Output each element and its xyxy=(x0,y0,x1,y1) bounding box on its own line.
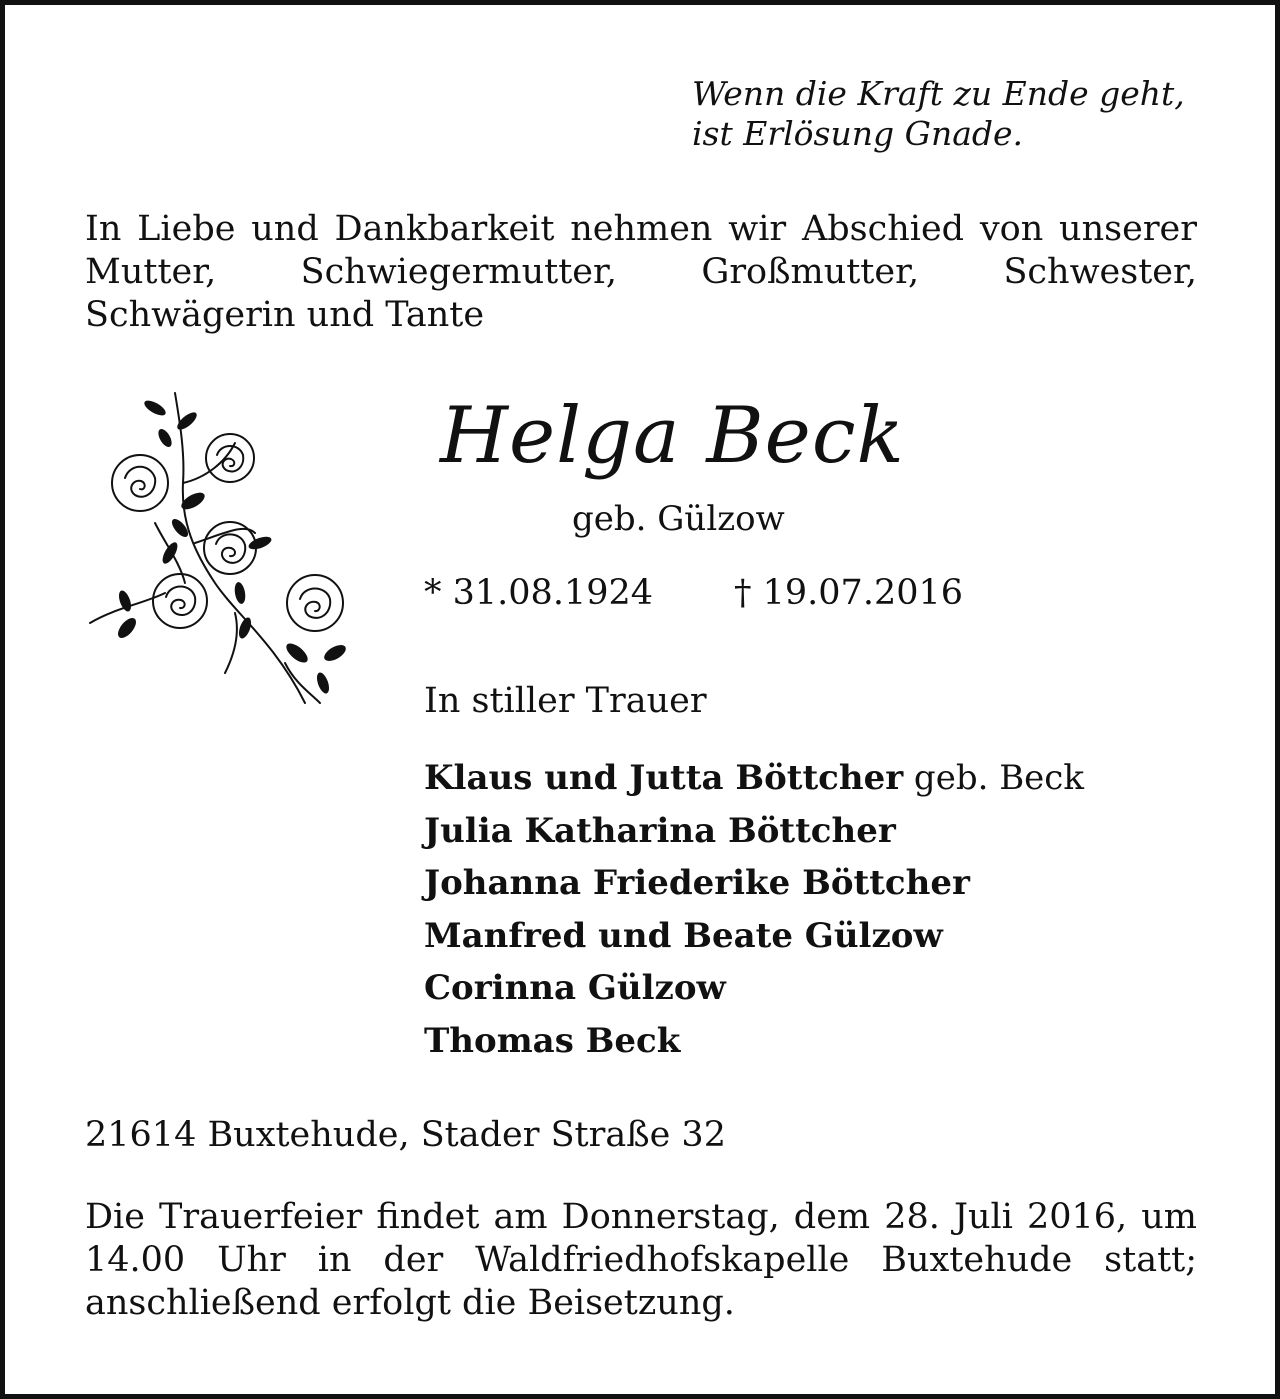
motto xyxy=(692,74,1232,154)
mourner-item xyxy=(424,962,1084,1015)
mourner-name: Manfred und Beate Gülzow xyxy=(424,915,943,956)
mourner-item xyxy=(424,910,1084,963)
intro-text: In Liebe und Dankbarkeit nehmen wir Abschied von unserer Mutter, Schwiegermutter, Großmutter, Schwester, Schwägerin und Tante xyxy=(85,209,1197,335)
mourner-item xyxy=(424,805,1084,858)
mourners-list xyxy=(424,752,1084,1067)
deceased-name: Helga Beck xyxy=(440,391,905,481)
mourner-name: Klaus und Jutta Böttcher xyxy=(424,758,904,798)
mourner-item xyxy=(424,857,1084,910)
birth-date: * 31.08.1924 xyxy=(424,573,654,613)
mourner-item xyxy=(424,1015,1084,1068)
motto-line-1: Wenn die Kraft zu Ende geht, xyxy=(692,74,1185,113)
maiden-name: geb. Gülzow xyxy=(572,499,785,539)
motto-line-2: ist Erlösung Gnade. xyxy=(692,114,1024,153)
death-date: † 19.07.2016 xyxy=(734,573,964,613)
life-dates xyxy=(424,572,964,614)
mourner-name: Corinna Gülzow xyxy=(424,968,726,1008)
mourner-suffix: geb. Beck xyxy=(903,758,1084,798)
mourner-item xyxy=(424,752,1084,805)
mourning-label: In stiller Trauer xyxy=(424,681,707,721)
rose-branch-icon xyxy=(85,383,355,713)
mourner-name: Johanna Friederike Böttcher xyxy=(424,863,970,903)
mourner-name: Julia Katharina Böttcher xyxy=(424,810,896,851)
address: 21614 Buxtehude, Stader Straße 32 xyxy=(85,1115,726,1155)
mourner-name: Thomas Beck xyxy=(424,1020,681,1061)
funeral-notice: Die Trauerfeier findet am Donnerstag, dem 28. Juli 2016, um 14.00 Uhr in der Waldfriedhofskapelle Buxtehude statt; anschließend erfolgt die Beisetzung. xyxy=(85,1197,1197,1323)
